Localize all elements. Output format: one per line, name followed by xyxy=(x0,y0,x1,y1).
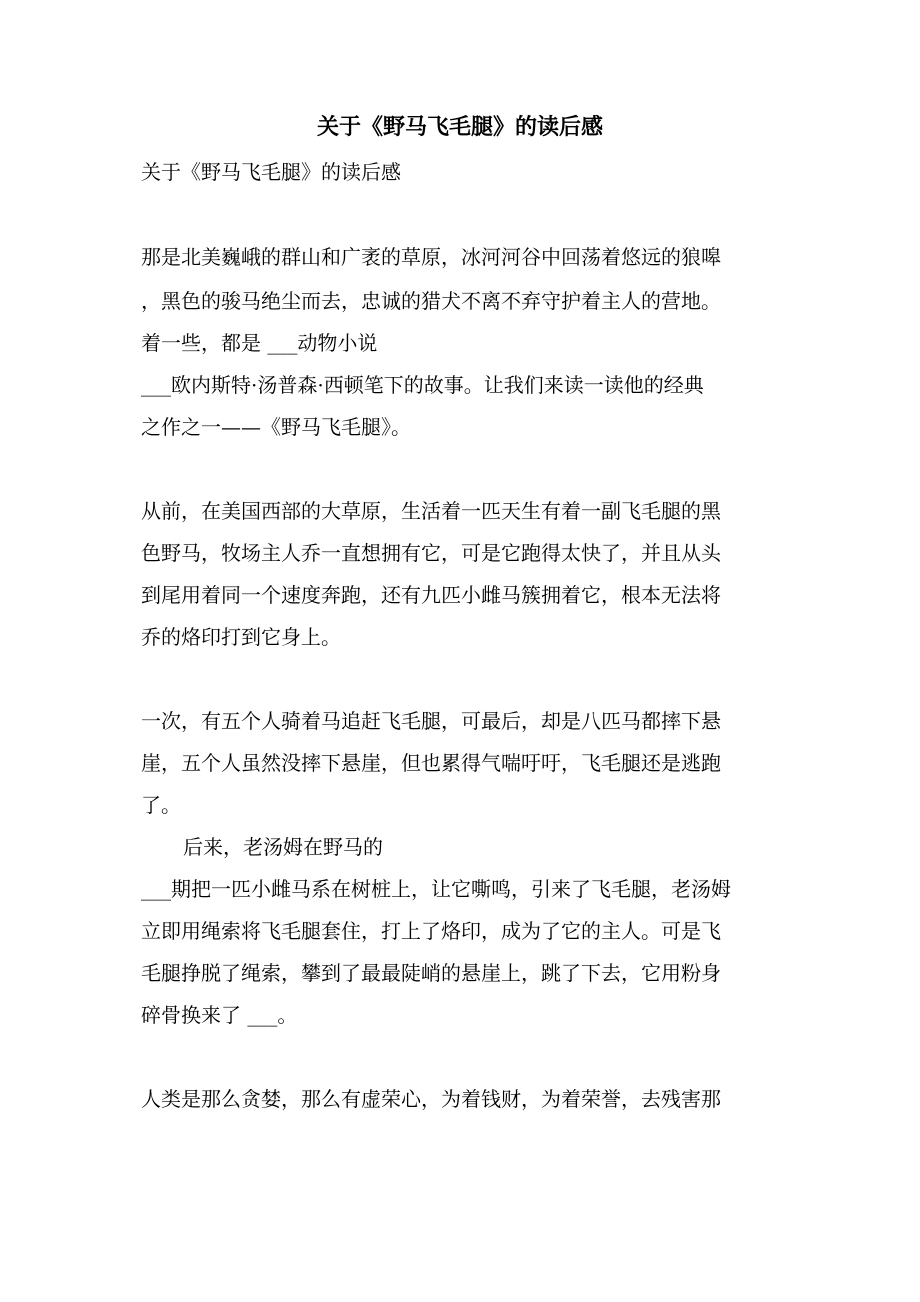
paragraph-2-line-2: 色野马，牧场主人乔一直想拥有它，可是它跑得太快了，并且从头 xyxy=(141,541,721,565)
paragraph-2-line-1: 从前，在美国西部的大草原，生活着一匹天生有着一副飞毛腿的黑 xyxy=(141,499,721,523)
paragraph-3-line-1: 一次，有五个人骑着马追赶飞毛腿，可最后，却是八匹马都摔下悬 xyxy=(141,709,721,733)
paragraph-1-line-2: ，黑色的骏马绝尘而去，忠诚的猎犬不离不弃守护着主人的营地。 xyxy=(141,289,721,313)
paragraph-4-line-1: 后来，老汤姆在野马的 xyxy=(183,835,383,859)
paragraph-4-line-2: ___期把一匹小雌马系在树桩上，让它嘶鸣，引来了飞毛腿，老汤姆 xyxy=(141,877,731,901)
subtitle-line: 关于《野马飞毛腿》的读后感 xyxy=(141,160,401,184)
paragraph-1-line-1: 那是北美巍峨的群山和广袤的草原，冰河河谷中回荡着悠远的狼嗥 xyxy=(141,245,721,269)
paragraph-4-line-4: 毛腿挣脱了绳索，攀到了最最陡峭的悬崖上，跳了下去，它用粉身 xyxy=(141,961,721,985)
paragraph-1-line-3: 着一些，都是 ___动物小说 xyxy=(141,331,378,355)
document-title: 关于《野马飞毛腿》的读后感 xyxy=(316,114,603,140)
paragraph-5-line-1: 人类是那么贪婪，那么有虚荣心，为着钱财，为着荣誉，去残害那 xyxy=(141,1087,721,1111)
paragraph-2-line-3: 到尾用着同一个速度奔跑，还有九匹小雌马簇拥着它，根本无法将 xyxy=(141,583,721,607)
paragraph-4-line-5: 碎骨换来了 ___。 xyxy=(141,1003,298,1027)
paragraph-4-line-3: 立即用绳索将飞毛腿套住，打上了烙印，成为了它的主人。可是飞 xyxy=(141,919,721,943)
paragraph-2-line-4: 乔的烙印打到它身上。 xyxy=(141,625,341,649)
paragraph-1-line-4: ___欧内斯特·汤普森·西顿笔下的故事。让我们来读一读他的经典 xyxy=(141,373,704,397)
paragraph-3-line-3: 了。 xyxy=(141,793,181,817)
paragraph-3-line-2: 崖，五个人虽然没摔下悬崖，但也累得气喘吁吁，飞毛腿还是逃跑 xyxy=(141,751,721,775)
paragraph-1-line-5: 之作之一——《野马飞毛腿》。 xyxy=(141,415,411,439)
